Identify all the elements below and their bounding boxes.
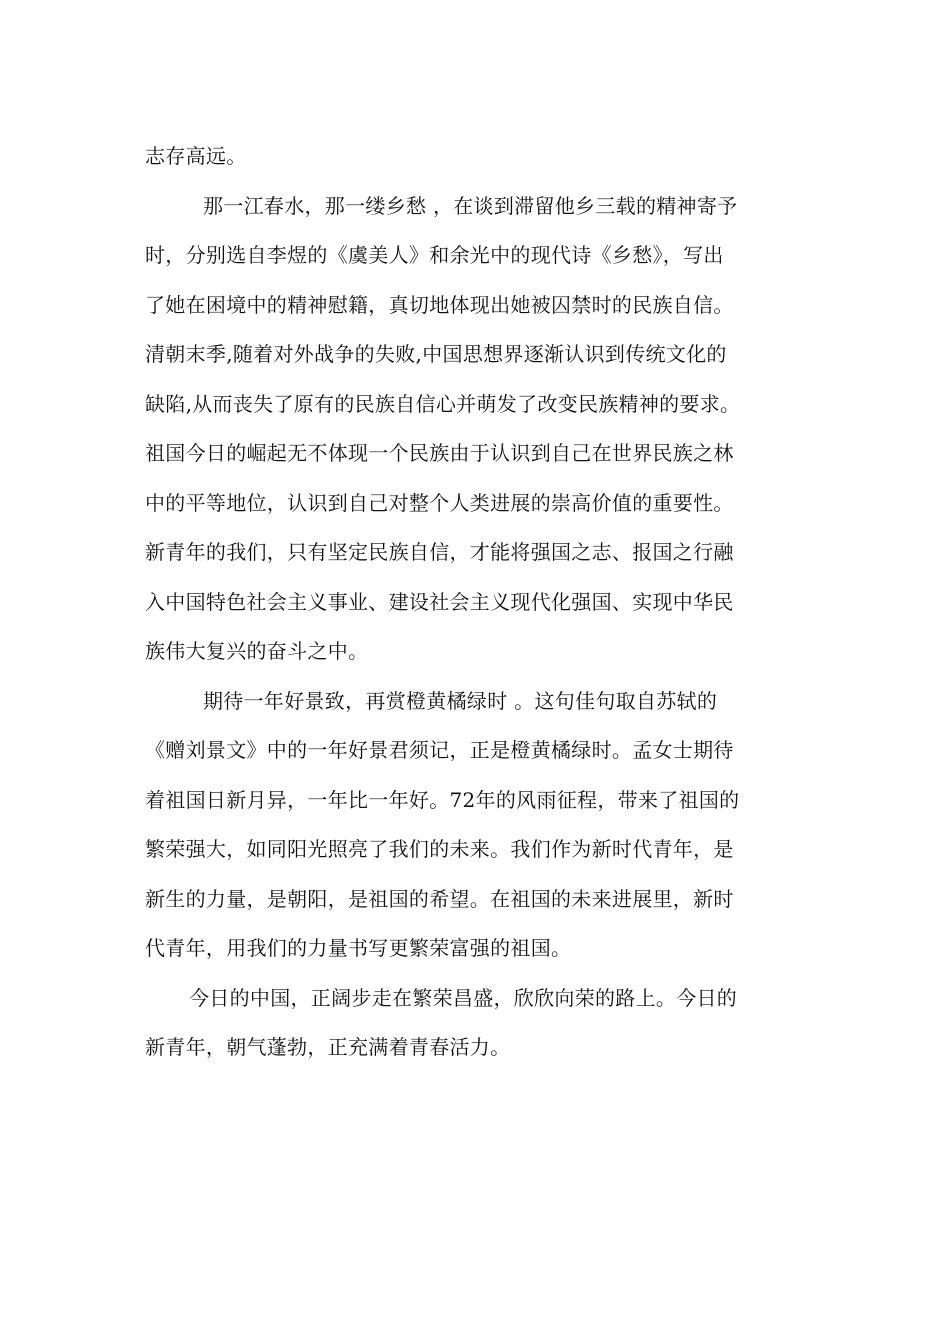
paragraph-start-line: 期待一年好景致，再赏橙黄橘绿时 。这句佳句取自苏轼的	[203, 688, 718, 713]
text-line: 中的平等地位，认识到自己对整个人类进展的崇高价值的重要性。	[145, 490, 734, 515]
paragraph-start-line: 那一江春水，那一缕乡愁 ，在谈到滞留他乡三载的精神寄予	[203, 193, 738, 218]
text-line: 繁荣强大，如同阳光照亮了我们的未来。我们作为新时代青年，是	[145, 837, 734, 861]
paragraph-start-line: 今日的中国，正阔步走在繁荣昌盛，欣欣向荣的路上。今日的	[189, 985, 738, 1010]
text-line: 新青年的我们，只有坚定民族自信，才能将强国之志、报国之行融	[145, 540, 734, 564]
text-line: 了她在困境中的精神慰籍，真切地体现出她被囚禁时的民族自信。	[145, 292, 734, 317]
text-line: 新青年，朝气蓬勃，正充满着青春活力。	[145, 1035, 511, 1059]
text-line: 新生的力量，是朝阳，是祖国的希望。在祖国的未来进展里，新时	[145, 886, 734, 911]
text-line: 清朝末季,随着对外战争的失败,中国思想界逐渐认识到传统文化的	[145, 342, 727, 366]
text-line: 缺陷,从而丧失了原有的民族自信心并萌发了改变民族精神的要求。	[145, 391, 741, 416]
text-line: 志存高远。	[145, 144, 247, 168]
document-body	[145, 132, 815, 1073]
text-line: 《赠刘景文》中的一年好景君须记，正是橙黄橘绿时。孟女士期待	[145, 738, 734, 762]
text-line: 时，分别选自李煜的《虞美人》和余光中的现代诗《乡愁》，写出	[145, 243, 724, 267]
text-line: 祖国今日的崛起无不体现一个民族由于认识到自己在世界民族之林	[145, 441, 734, 465]
text-line: 族伟大复兴的奋斗之中。	[145, 639, 369, 663]
text-line: 入中国特色社会主义事业、建设社会主义现代化强国、实现中华民	[145, 589, 734, 614]
text-line: 着祖国日新月异，一年比一年好。72年的风雨征程，带来了祖国的	[145, 787, 740, 812]
text-line: 代青年，用我们的力量书写更繁荣富强的祖国。	[145, 936, 572, 960]
